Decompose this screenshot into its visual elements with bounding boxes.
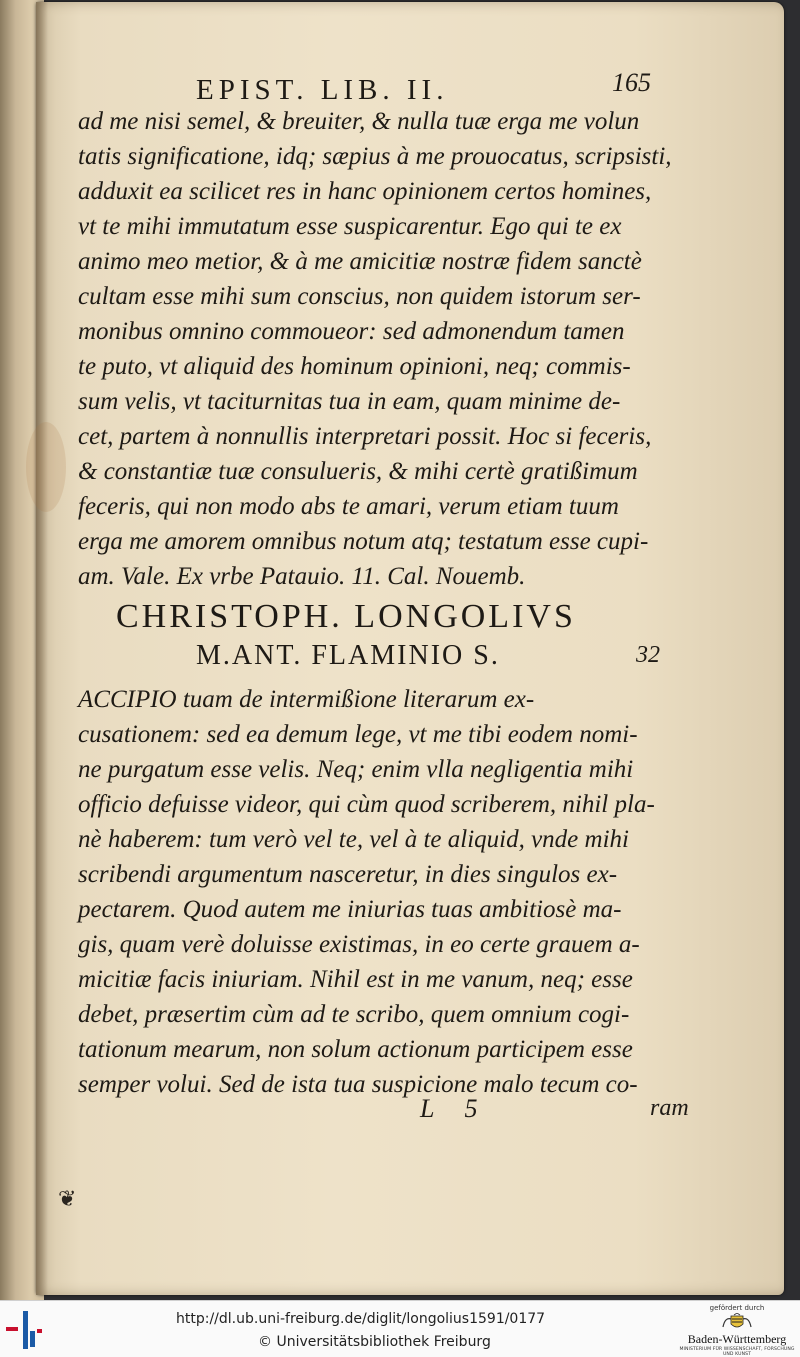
text-line: gis, quam verè doluisse existimas, in eo certe grauem a-	[78, 931, 640, 958]
letter-number: 32	[636, 642, 660, 668]
text-line: sum velis, vt taciturnitas tua in eam, quam minime de-	[78, 388, 621, 415]
text-line: tationum mearum, non solum actionum participem esse	[78, 1036, 633, 1063]
copyright-notice: © Universitätsbibliothek Freiburg	[258, 1334, 491, 1350]
text-line: animo meo metior, & à me amicitiæ nostræ fidem sanctè	[78, 248, 642, 275]
ornament-icon: ❦	[58, 1186, 77, 1211]
text-line: pectarem. Quod autem me iniurias tuas ambitiosè ma-	[78, 896, 622, 923]
footer-bar	[0, 1300, 800, 1357]
permalink-url[interactable]: http://dl.ub.uni-freiburg.de/diglit/longolius1591/0177	[176, 1311, 546, 1327]
text-line: nè haberem: tum verò vel te, vel à te aliquid, vnde mihi	[78, 826, 629, 853]
text-line: erga me amorem omnibus notum atq; testatum esse cupi-	[78, 528, 649, 555]
sponsor-logo[interactable]	[678, 1303, 796, 1355]
text-line: adduxit ea scilicet res in hanc opinionem certos homines,	[78, 178, 652, 205]
ub-freiburg-logo-icon[interactable]	[6, 1309, 46, 1351]
running-head: EPIST. LIB. II.	[196, 74, 449, 106]
paper-stain	[26, 422, 66, 512]
text-line: monibus omnino commoueor: sed admonendum tamen	[78, 318, 625, 345]
text-line: cultam esse mihi sum conscius, non quidem istorum ser-	[78, 283, 641, 310]
text-line: officio defuisse videor, qui cùm quod scriberem, nihil pla-	[78, 791, 655, 818]
catchword: ram	[650, 1095, 689, 1121]
text-line: ACCIPIO tuam de intermißione literarum ex-	[78, 686, 535, 713]
letter-heading-recipient: M.ANT. FLAMINIO S.	[196, 640, 500, 671]
text-line: & constantiæ tuæ consulueris, & mihi certè gratißimum	[78, 458, 638, 485]
page-number: 165	[612, 68, 651, 97]
text-line: cet, partem à nonnullis interpretari possit. Hoc si feceris,	[78, 423, 652, 450]
text-line: micitiæ facis iniuriam. Nihil est in me vanum, neq; esse	[78, 966, 633, 993]
baden-wuerttemberg-crest-icon	[717, 1313, 757, 1331]
text-line: scribendi argumentum nasceretur, in dies singulos ex-	[78, 861, 618, 888]
text-line: cusationem: sed ea demum lege, vt me tibi eodem nomi-	[78, 721, 638, 748]
text-line: am. Vale. Ex vrbe Patauio. 11. Cal. Nouemb.	[78, 563, 526, 590]
signature-mark: L 5	[420, 1094, 490, 1123]
sponsor-name: Baden-Württemberg	[687, 1332, 787, 1346]
text-line: ne purgatum esse velis. Neq; enim vlla negligentia mihi	[78, 756, 634, 783]
text-line: debet, præsertim cùm ad te scribo, quem omnium cogi-	[78, 1001, 630, 1028]
text-line: feceris, qui non modo abs te amari, verum etiam tuum	[78, 493, 619, 520]
gutter-shadow	[36, 2, 48, 1295]
text-line: vt te mihi immutatum esse suspicarentur. Ego qui te ex	[78, 213, 622, 240]
sponsor-label: gefördert durch	[709, 1304, 765, 1312]
text-line: semper volui. Sed de ista tua suspicione malo tecum co-	[78, 1071, 638, 1098]
letter-heading-sender: CHRISTOPH. LONGOLIVS	[116, 598, 576, 635]
text-line: ad me nisi semel, & breuiter, & nulla tuæ erga me volun	[78, 108, 640, 135]
book-page	[36, 2, 784, 1295]
text-line: tatis significatione, idq; sæpius à me prouocatus, scripsisti,	[78, 143, 672, 170]
sponsor-ministry: MINISTERIUM FÜR WISSENSCHAFT, FORSCHUNG UND KUNST	[679, 1347, 795, 1357]
text-line: te puto, vt aliquid des hominum opinioni, neq; commis-	[78, 353, 631, 380]
